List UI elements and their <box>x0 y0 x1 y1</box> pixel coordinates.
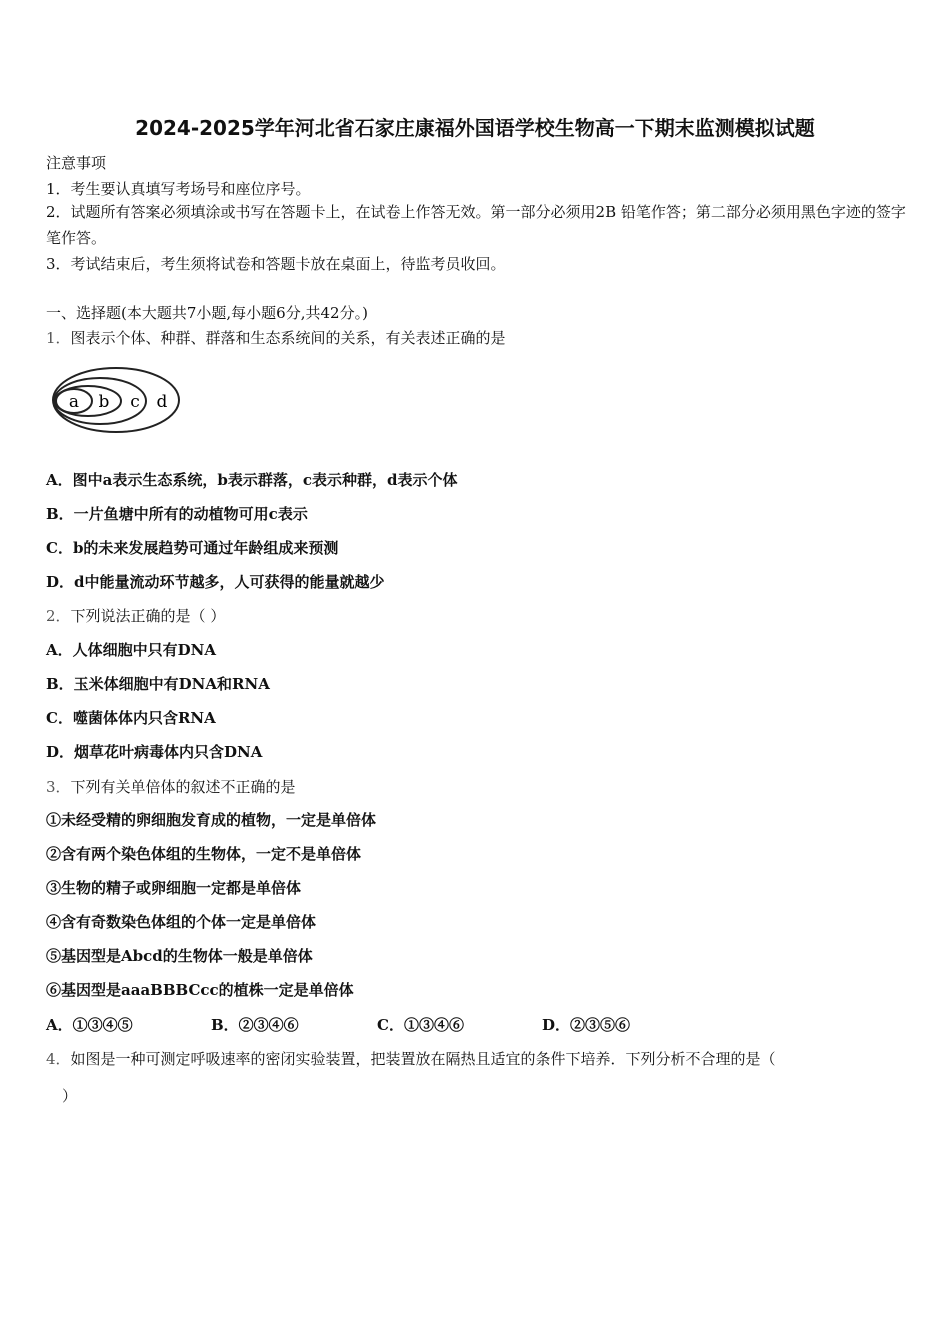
q3-statement: ⑥基因型是aaaBBBCcc的植株一定是单倍体 <box>46 981 354 999</box>
question-1 <box>46 327 506 348</box>
section-heading: 一、选择题(本大题共7小题,每小题6分,共42分。) <box>46 304 368 322</box>
label-d: d <box>156 392 168 412</box>
q3-option-d: D．②③⑤⑥ <box>542 1016 631 1034</box>
q1-option-a: A．图中a表示生态系统，b表示群落，c表示种群，d表示个体 <box>46 471 458 489</box>
q1-option-d: D．d中能量流动环节越多，人可获得的能量就越少 <box>46 573 385 591</box>
question-number: 4． <box>46 1050 71 1068</box>
question-3 <box>46 776 296 797</box>
question-4-stem-end: ） <box>62 1087 78 1105</box>
page-title: 2024-2025学年河北省石家庄康福外国语学校生物高一下期末监测模拟试题 <box>135 116 815 140</box>
label-c: c <box>130 392 140 412</box>
question-number: 2． <box>46 607 71 625</box>
notice-item: 3．考试结束后，考生须将试卷和答题卡放在桌面上，待监考员收回。 <box>46 255 506 273</box>
question-number: 1． <box>46 329 71 347</box>
nested-ellipses-figure <box>50 364 182 436</box>
q3-option-a: A．①③④⑤ <box>46 1016 133 1034</box>
q3-statement: ⑤基因型是Abcd的生物体一般是单倍体 <box>46 947 313 965</box>
q3-statement: ④含有奇数染色体组的个体一定是单倍体 <box>46 913 317 931</box>
question-stem: 下列有关单倍体的叙述不正确的是 <box>70 778 296 796</box>
notice-item: 1．考生要认真填写考场号和座位序号。 <box>46 180 311 198</box>
q2-option-c: C．噬菌体体内只含RNA <box>46 709 216 727</box>
q3-option-c: C．①③④⑥ <box>377 1016 464 1034</box>
q1-option-c: C．b的未来发展趋势可通过年龄组成来预测 <box>46 539 339 557</box>
question-stem: 如图是一种可测定呼吸速率的密闭实验装置，把装置放在隔热且适宜的条件下培养．下列分析不合理的是（ <box>70 1050 776 1068</box>
q1-option-b: B．一片鱼塘中所有的动植物可用c表示 <box>46 505 308 523</box>
label-a: a <box>68 392 80 412</box>
q2-option-d: D．烟草花叶病毒体内只含DNA <box>46 743 263 761</box>
q3-option-b: B．②③④⑥ <box>211 1016 299 1034</box>
q3-statement: ③生物的精子或卵细胞一定都是单倍体 <box>46 879 302 897</box>
question-number: 3． <box>46 778 71 796</box>
notice-heading: 注意事项 <box>46 154 107 172</box>
q2-option-a: A．人体细胞中只有DNA <box>46 641 216 659</box>
question-stem: 下列说法正确的是（ ） <box>70 607 226 625</box>
question-2 <box>46 605 225 626</box>
question-stem: 图表示个体、种群、群落和生态系统间的关系，有关表述正确的是 <box>70 329 506 347</box>
notice-item: 2．试题所有答案必须填涂或书写在答题卡上，在试卷上作答无效。第一部分必须用2B 铅笔作答；第二部分必须用黑色字迹的签字笔作答。 <box>46 203 906 247</box>
q3-statement: ①未经受精的卵细胞发育成的植物，一定是单倍体 <box>46 811 377 829</box>
question-4 <box>46 1048 776 1069</box>
q3-statement: ②含有两个染色体组的生物体，一定不是单倍体 <box>46 845 362 863</box>
q2-option-b: B．玉米体细胞中有DNA和RNA <box>46 675 270 693</box>
label-b: b <box>98 392 110 412</box>
